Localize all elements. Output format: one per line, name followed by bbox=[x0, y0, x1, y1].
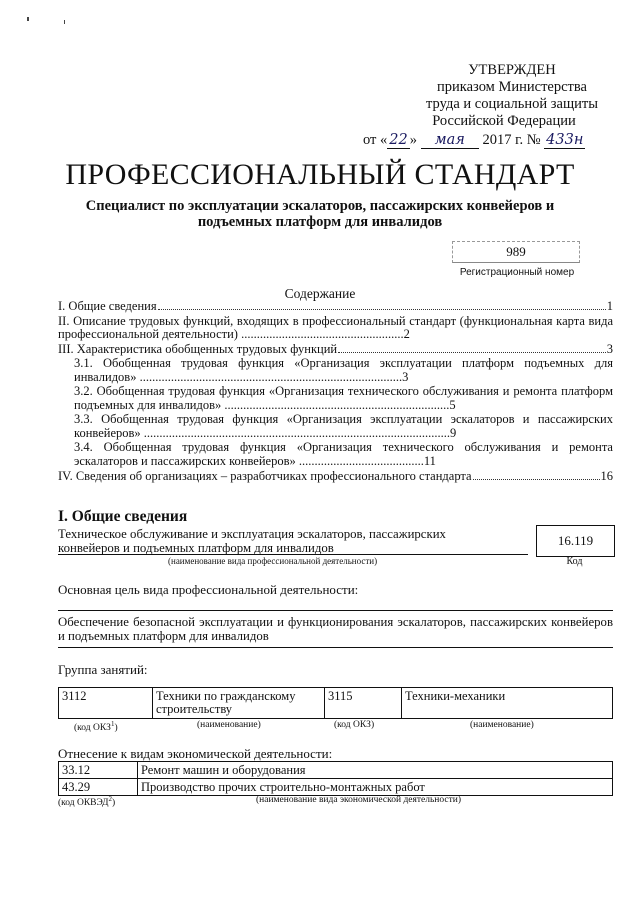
section-heading: I. Общие сведения bbox=[58, 508, 188, 525]
toc-item[interactable] bbox=[58, 470, 613, 484]
toc-item-page: 16 bbox=[600, 469, 613, 483]
okz-name-caption: (наименование) bbox=[197, 720, 261, 730]
goal-label: Основная цель вида профессиональной деятельности: bbox=[58, 582, 359, 597]
okved-name-cell: Ремонт машин и оборудования bbox=[138, 762, 613, 779]
toc-item-page: 3 bbox=[606, 341, 613, 356]
toc-item-page: 11 bbox=[423, 453, 436, 468]
toc-item-text: 3.4. Обобщенная трудовая функция «Организация технического обслуживания и ремонта эскалаторов и пассажирских конвейеров» bbox=[74, 440, 613, 468]
okz-code-caption: (код ОКЗ) bbox=[334, 720, 375, 730]
goal-text: Обеспечение безопасной эксплуатации и функционирования эскалаторов, пассажирских конвейеров и подъемных платформ для инвалидов bbox=[58, 610, 613, 648]
okved-code-cell: 33.12 bbox=[59, 762, 138, 779]
economic-activity-label: Отнесение к видам экономической деятельности: bbox=[58, 746, 333, 761]
toc-item-page: 5 bbox=[449, 397, 456, 412]
approval-block bbox=[360, 62, 620, 130]
scan-speck bbox=[64, 20, 65, 24]
toc-leader: .................................................... bbox=[241, 327, 404, 341]
toc-item-text: 3.2. Обобщенная трудовая функция «Организация технического обслуживания и ремонта платформ подъемных для инвалидов» bbox=[74, 384, 613, 412]
activity-underline bbox=[58, 554, 528, 555]
approval-line: труда и социальной защиты bbox=[426, 96, 598, 112]
table-of-contents bbox=[58, 300, 613, 484]
okved-name-cell: Производство прочих строительно-монтажных работ bbox=[138, 779, 613, 796]
okz-name-caption: (наименование) bbox=[470, 720, 534, 730]
table-row bbox=[59, 762, 613, 779]
occupation-group-table bbox=[58, 687, 613, 719]
okved-code-caption: (код ОКВЭД$^2$) bbox=[58, 795, 116, 809]
economic-activity-table bbox=[58, 761, 613, 796]
toc-item-page: 2 bbox=[403, 327, 410, 341]
toc-item[interactable] bbox=[58, 300, 613, 314]
okz-name-cell: Техники-механики bbox=[402, 688, 613, 719]
occupation-group-label: Группа занятий: bbox=[58, 662, 148, 677]
order-quote: » bbox=[409, 132, 417, 148]
toc-item-page: 9 bbox=[450, 425, 457, 440]
toc-item-text: II. Описание трудовых функций, входящих в профессиональный стандарт (функциональная карта вида профессиональной деятельности) bbox=[58, 313, 613, 341]
activity-code: 16.119 bbox=[536, 525, 615, 557]
okz-code-cell: 3115 bbox=[325, 688, 402, 719]
order-number: 433н bbox=[546, 132, 584, 148]
toc-item-text: IV. Сведения об организациях – разработчиках профессионального стандарта bbox=[58, 469, 472, 483]
toc-title: Содержание bbox=[284, 286, 356, 301]
toc-item-page: 1 bbox=[606, 299, 613, 313]
toc-item[interactable] bbox=[58, 385, 613, 412]
toc-item-text: 3.1. Обобщенная трудовая функция «Организация эксплуатации платформ подъемных для инвалидов» bbox=[74, 356, 613, 384]
registration-label: Регистрационный номер bbox=[459, 267, 575, 278]
toc-leader: ........................................................................ bbox=[224, 397, 450, 412]
toc-item[interactable] bbox=[58, 315, 613, 342]
activity-name: Техническое обслуживание и эксплуатация эскалаторов, пассажирских конвейеров и подъемных платформ для инвалидов bbox=[58, 527, 446, 555]
toc-item-text: III. Характеристика обобщенных трудовых функций bbox=[58, 341, 338, 356]
toc-item[interactable] bbox=[58, 413, 613, 440]
order-prefix: от « bbox=[363, 132, 388, 148]
okz-code-caption: (код ОКЗ$^1$) bbox=[74, 720, 118, 734]
toc-item-text: 3.3. Обобщенная трудовая функция «Организация эксплуатации эскалаторов и пассажирских конвейеров» bbox=[74, 412, 613, 440]
okz-code-cell: 3112 bbox=[59, 688, 153, 719]
order-day: 22 bbox=[389, 132, 408, 148]
approval-line: Российской Федерации bbox=[432, 113, 576, 129]
toc-leader: .................................................................................... bbox=[139, 369, 403, 384]
okz-name-cell: Техники по гражданскому строительству bbox=[153, 688, 325, 719]
toc-leader: ........................................ bbox=[298, 453, 424, 468]
toc-item[interactable] bbox=[58, 357, 613, 384]
approval-line: приказом Министерства bbox=[437, 79, 587, 95]
registration-number-box: 989 bbox=[452, 241, 580, 263]
order-line bbox=[363, 132, 585, 149]
table-row bbox=[59, 688, 613, 719]
toc-item-text: I. Общие сведения bbox=[58, 299, 157, 313]
activity-caption: (наименование вида профессиональной деятельности) bbox=[168, 556, 378, 566]
table-row bbox=[59, 779, 613, 796]
scan-speck bbox=[27, 17, 29, 21]
activity-code-caption: Код bbox=[566, 556, 583, 567]
order-month: мая bbox=[421, 132, 479, 149]
toc-item[interactable] bbox=[58, 441, 613, 468]
order-year: 2017 г. № bbox=[482, 132, 541, 148]
toc-item-page: 3 bbox=[402, 369, 409, 384]
page-subtitle: Специалист по эксплуатации эскалаторов, пассажирских конвейеров и подъемных платформ для инвалидов bbox=[85, 198, 555, 230]
toc-leader: .................................................................................................. bbox=[143, 425, 451, 440]
okved-code-cell: 43.29 bbox=[59, 779, 138, 796]
page-title: ПРОФЕССИОНАЛЬНЫЙ СТАНДАРТ bbox=[65, 158, 575, 191]
approval-title: УТВЕРЖДЕН bbox=[468, 62, 556, 78]
toc-item[interactable] bbox=[58, 343, 613, 357]
okved-name-caption: (наименование вида экономической деятельности) bbox=[256, 795, 461, 805]
